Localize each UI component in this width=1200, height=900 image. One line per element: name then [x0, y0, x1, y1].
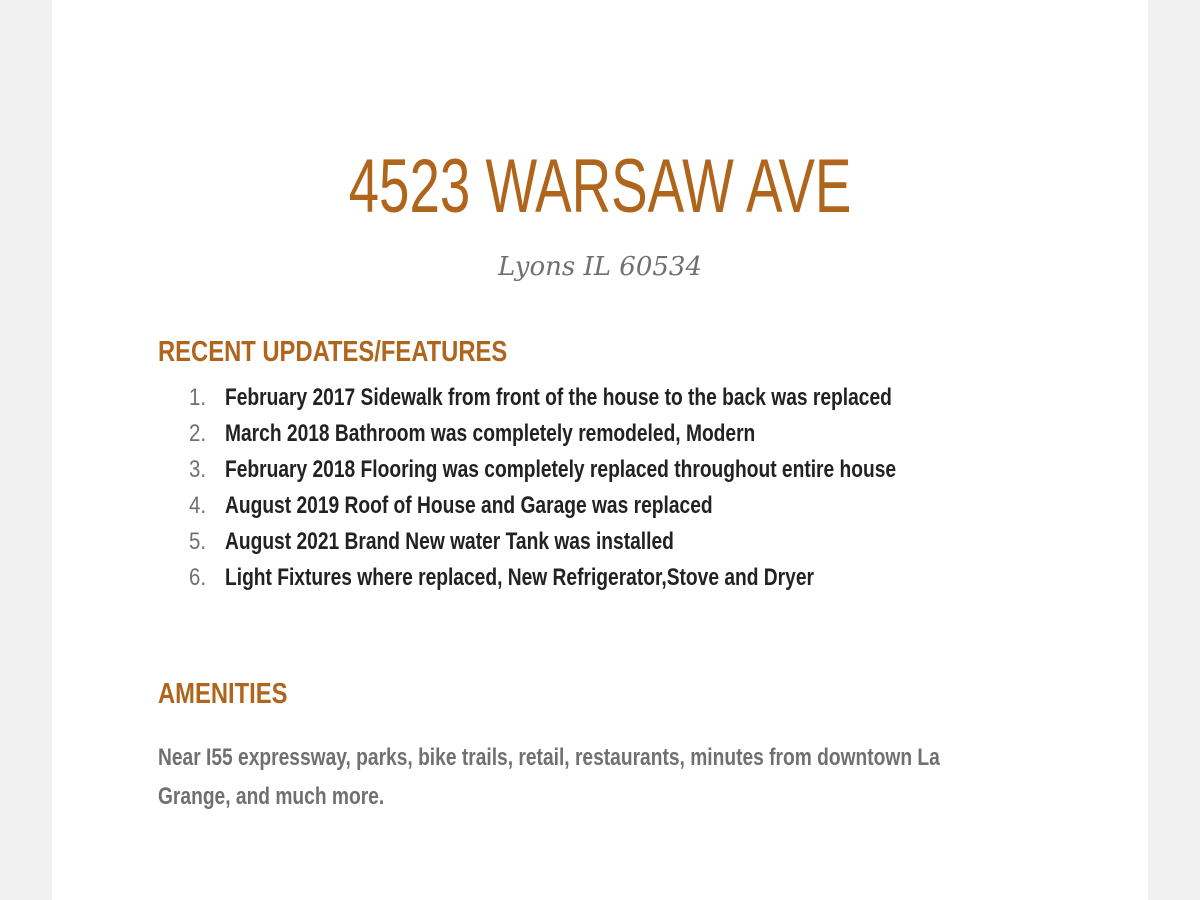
list-item-text: March 2018 Bathroom was completely remodeled, Modern	[225, 420, 756, 447]
updates-heading: RECENT UPDATES/FEATURES	[158, 336, 508, 368]
property-title: 4523 WARSAW AVE	[348, 144, 852, 229]
list-item-text: August 2021 Brand New water Tank was installed	[225, 528, 674, 555]
list-item-number: 3.	[188, 456, 206, 483]
amenities-heading: AMENITIES	[158, 678, 288, 710]
list-item-text: August 2019 Roof of House and Garage was replaced	[225, 492, 713, 519]
list-item-text: February 2018 Flooring was completely replaced throughout entire house	[225, 456, 897, 483]
list-item-text: February 2017 Sidewalk from front of the house to the back was replaced	[225, 384, 892, 411]
list-item-text: Light Fixtures where replaced, New Refrigerator,Stove and Dryer	[225, 564, 814, 591]
list-item-number: 2.	[188, 420, 206, 447]
list-item-number: 4.	[188, 492, 206, 519]
list-item-number: 1.	[188, 384, 206, 411]
property-location: Lyons IL 60534	[497, 252, 702, 282]
amenities-text: Near I55 expressway, parks, bike trails, retail, restaurants, minutes from downtown La Grange, and much more.	[158, 744, 940, 810]
document-page	[52, 0, 1148, 900]
list-item-number: 5.	[188, 528, 206, 555]
list-item-number: 6.	[188, 564, 206, 591]
